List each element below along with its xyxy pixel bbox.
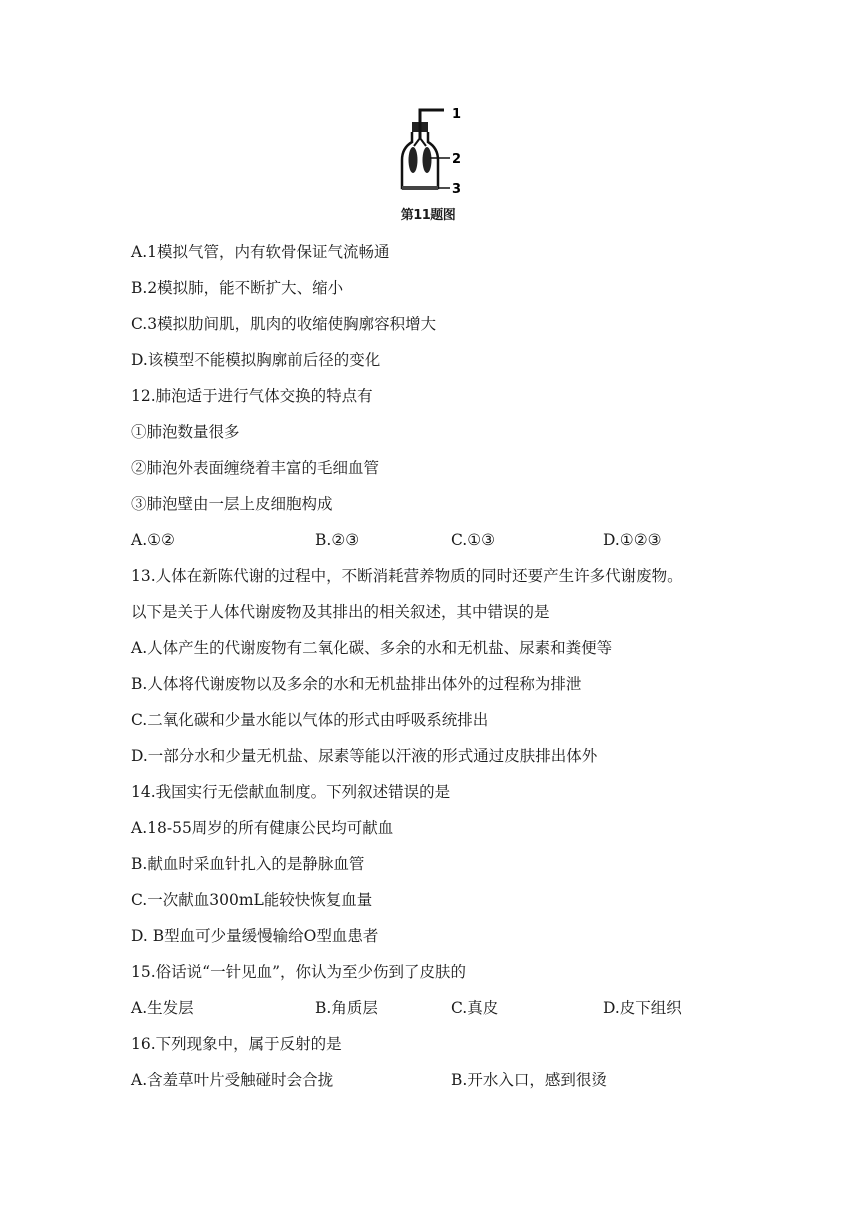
label-2: 2 — [452, 152, 462, 167]
q12-option-d: D.①②③ — [603, 531, 662, 549]
q13-stem-line2: 以下是关于人体代谢废物及其排出的相关叙述，其中错误的是 — [131, 603, 550, 621]
q14-option-d: D. B型血可少量缓慢输给O型血患者 — [131, 927, 379, 945]
q15-option-c: C.真皮 — [451, 999, 499, 1017]
q13-option-d: D.一部分水和少量无机盐、尿素等能以汗液的形式通过皮肤排出体外 — [131, 747, 598, 765]
q14-stem: 14.我国实行无偿献血制度。下列叙述错误的是 — [131, 783, 451, 801]
q12-item-1: ①肺泡数量很多 — [131, 423, 240, 441]
q15-option-a: A.生发层 — [131, 999, 194, 1017]
q11-option-a: A.1模拟气管，内有软骨保证气流畅通 — [131, 243, 390, 261]
label-3: 3 — [452, 182, 462, 197]
q14-option-c: C.一次献血300mL能较快恢复血量 — [131, 891, 373, 909]
q12-stem: 12.肺泡适于进行气体交换的特点有 — [131, 387, 373, 405]
q11-option-c: C.3模拟肋间肌，肌肉的收缩使胸廓容积增大 — [131, 315, 437, 333]
q13-option-a: A.人体产生的代谢废物有二氧化碳、多余的水和无机盐、尿素和粪便等 — [131, 639, 613, 657]
q15-option-d: D.皮下组织 — [603, 999, 682, 1017]
q12-item-3: ③肺泡壁由一层上皮细胞构成 — [131, 495, 333, 513]
q12-item-2: ②肺泡外表面缠绕着丰富的毛细血管 — [131, 459, 380, 477]
q16-stem: 16.下列现象中，属于反射的是 — [131, 1035, 342, 1053]
q12-option-a: A.①② — [131, 531, 175, 549]
figure-caption: 第11题图 — [400, 208, 456, 223]
q11-option-d: D.该模型不能模拟胸廓前后径的变化 — [131, 351, 381, 369]
q15-option-b: B.角质层 — [315, 999, 378, 1017]
q12-option-c: C.①③ — [451, 531, 496, 549]
q11-option-b: B.2模拟肺，能不断扩大、缩小 — [131, 279, 344, 297]
q13-option-c: C.二氧化碳和少量水能以气体的形式由呼吸系统排出 — [131, 711, 489, 729]
q13-stem-line1: 13.人体在新陈代谢的过程中，不断消耗营养物质的同时还要产生许多代谢废物。 — [131, 567, 683, 585]
label-1: 1 — [452, 108, 462, 122]
q13-option-b: B.人体将代谢废物以及多余的水和无机盐排出体外的过程称为排泄 — [131, 675, 582, 693]
q14-option-b: B.献血时采血针扎入的是静脉血管 — [131, 855, 365, 873]
lung-model-figure — [398, 108, 478, 224]
q14-option-a: A.18-55周岁的所有健康公民均可献血 — [131, 819, 394, 837]
bell-jar-diagram — [398, 108, 478, 204]
q12-option-b: B.②③ — [315, 531, 360, 549]
q16-option-a: A.含羞草叶片受触碰时会合拢 — [131, 1071, 334, 1089]
q15-stem: 15.俗话说“一针见血”，你认为至少伤到了皮肤的 — [131, 963, 466, 981]
q16-option-b: B.开水入口，感到很烫 — [451, 1071, 607, 1089]
